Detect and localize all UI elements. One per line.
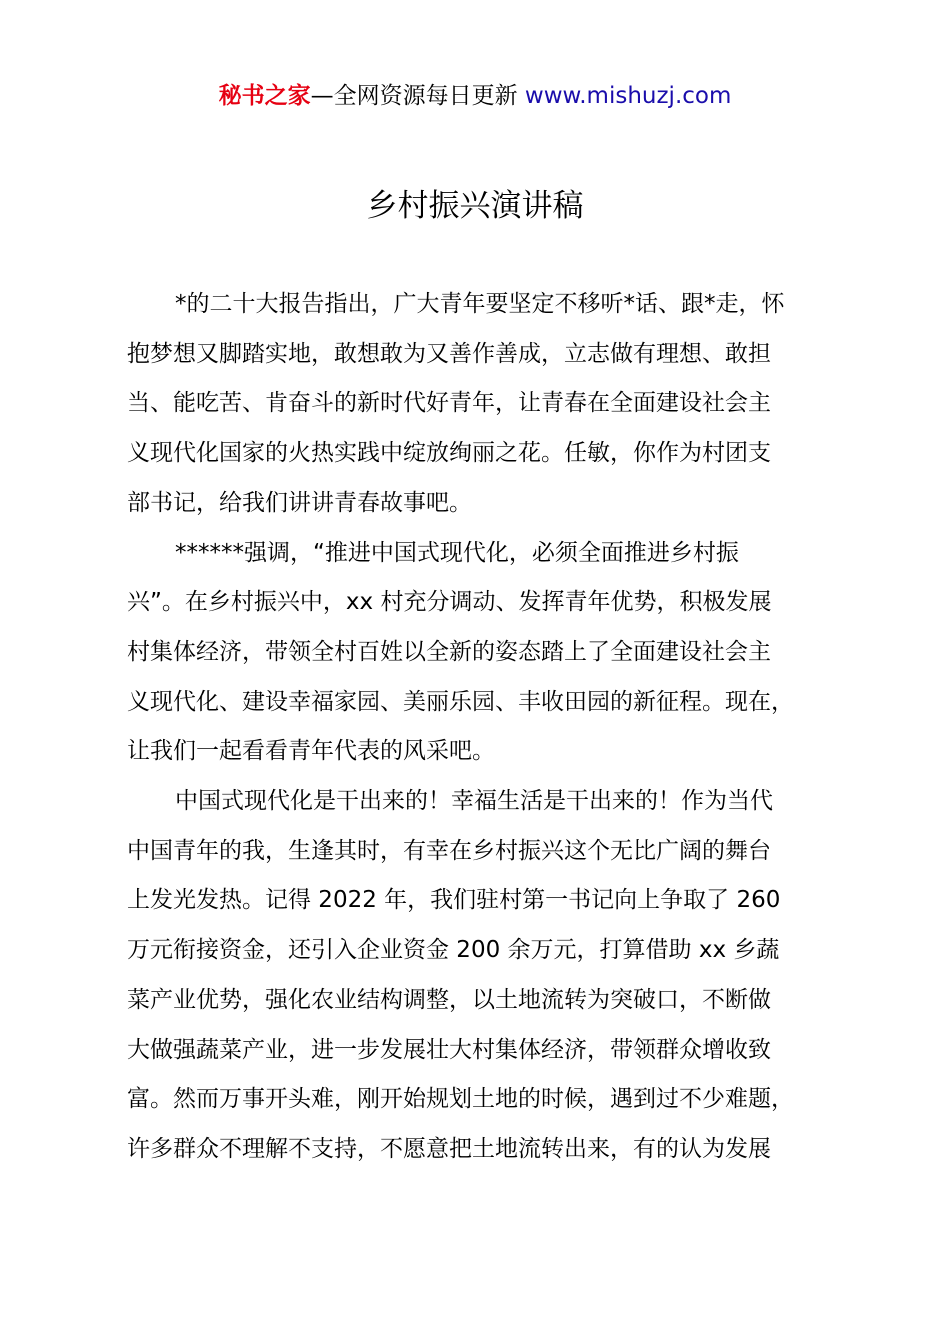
text-line: 义现代化国家的火热实践中绽放绚丽之花。任敏，你作为村团支 <box>127 440 771 467</box>
text-line: 富。然而万事开头难，刚开始规划土地的时候，遇到过不少难题， <box>127 1086 794 1113</box>
text-line: 许多群众不理解不支持，不愿意把土地流转出来，有的认为发展 <box>127 1135 771 1162</box>
paragraph <box>127 280 823 529</box>
site-brand: 秘书之家 <box>218 83 311 109</box>
text-line: ******强调，“推进中国式现代化，必须全面推进乡村振 <box>175 539 739 566</box>
text-line: 义现代化、建设幸福家园、美丽乐园、丰收田园的新征程。现在， <box>127 688 794 715</box>
site-header <box>0 80 950 112</box>
text-line: 抱梦想又脚踏实地，敢想敢为又善作善成，立志做有理想、敢担 <box>127 340 771 367</box>
text-line: 菜产业优势，强化农业结构调整，以土地流转为突破口，不断做 <box>127 986 771 1013</box>
text-line: 兴”。在乡村振兴中，xx 村充分调动、发挥青年优势，积极发展 <box>127 589 772 616</box>
site-tagline: —全网资源每日更新 <box>310 83 525 109</box>
text-line: 中国式现代化是干出来的！幸福生活是干出来的！作为当代 <box>175 788 773 815</box>
text-line: 村集体经济，带领全村百姓以全新的姿态踏上了全面建设社会主 <box>127 638 771 665</box>
site-url-link[interactable]: www.mishuzj.com <box>524 83 732 109</box>
text-line: 让我们一起看看青年代表的风采吧。 <box>127 738 495 765</box>
paragraph <box>127 529 823 778</box>
text-line: 中国青年的我，生逢其时，有幸在乡村振兴这个无比广阔的舞台 <box>127 837 771 864</box>
text-line: 上发光发热。记得 2022 年，我们驻村第一书记向上争取了 260 <box>127 887 781 914</box>
text-line: 部书记，给我们讲讲青春故事吧。 <box>127 489 472 516</box>
document-body <box>127 280 823 1175</box>
paragraph <box>127 777 823 1175</box>
text-line: *的二十大报告指出，广大青年要坚定不移听*话、跟*走，怀 <box>175 291 785 317</box>
document-title: 乡村振兴演讲稿 <box>366 188 584 224</box>
text-line: 大做强蔬菜产业，进一步发展壮大村集体经济，带领群众增收致 <box>127 1036 771 1063</box>
text-line: 当、能吃苦、肯奋斗的新时代好青年，让青春在全面建设社会主 <box>127 390 771 417</box>
text-line: 万元衔接资金，还引入企业资金 200 余万元，打算借助 xx 乡蔬 <box>127 937 780 964</box>
